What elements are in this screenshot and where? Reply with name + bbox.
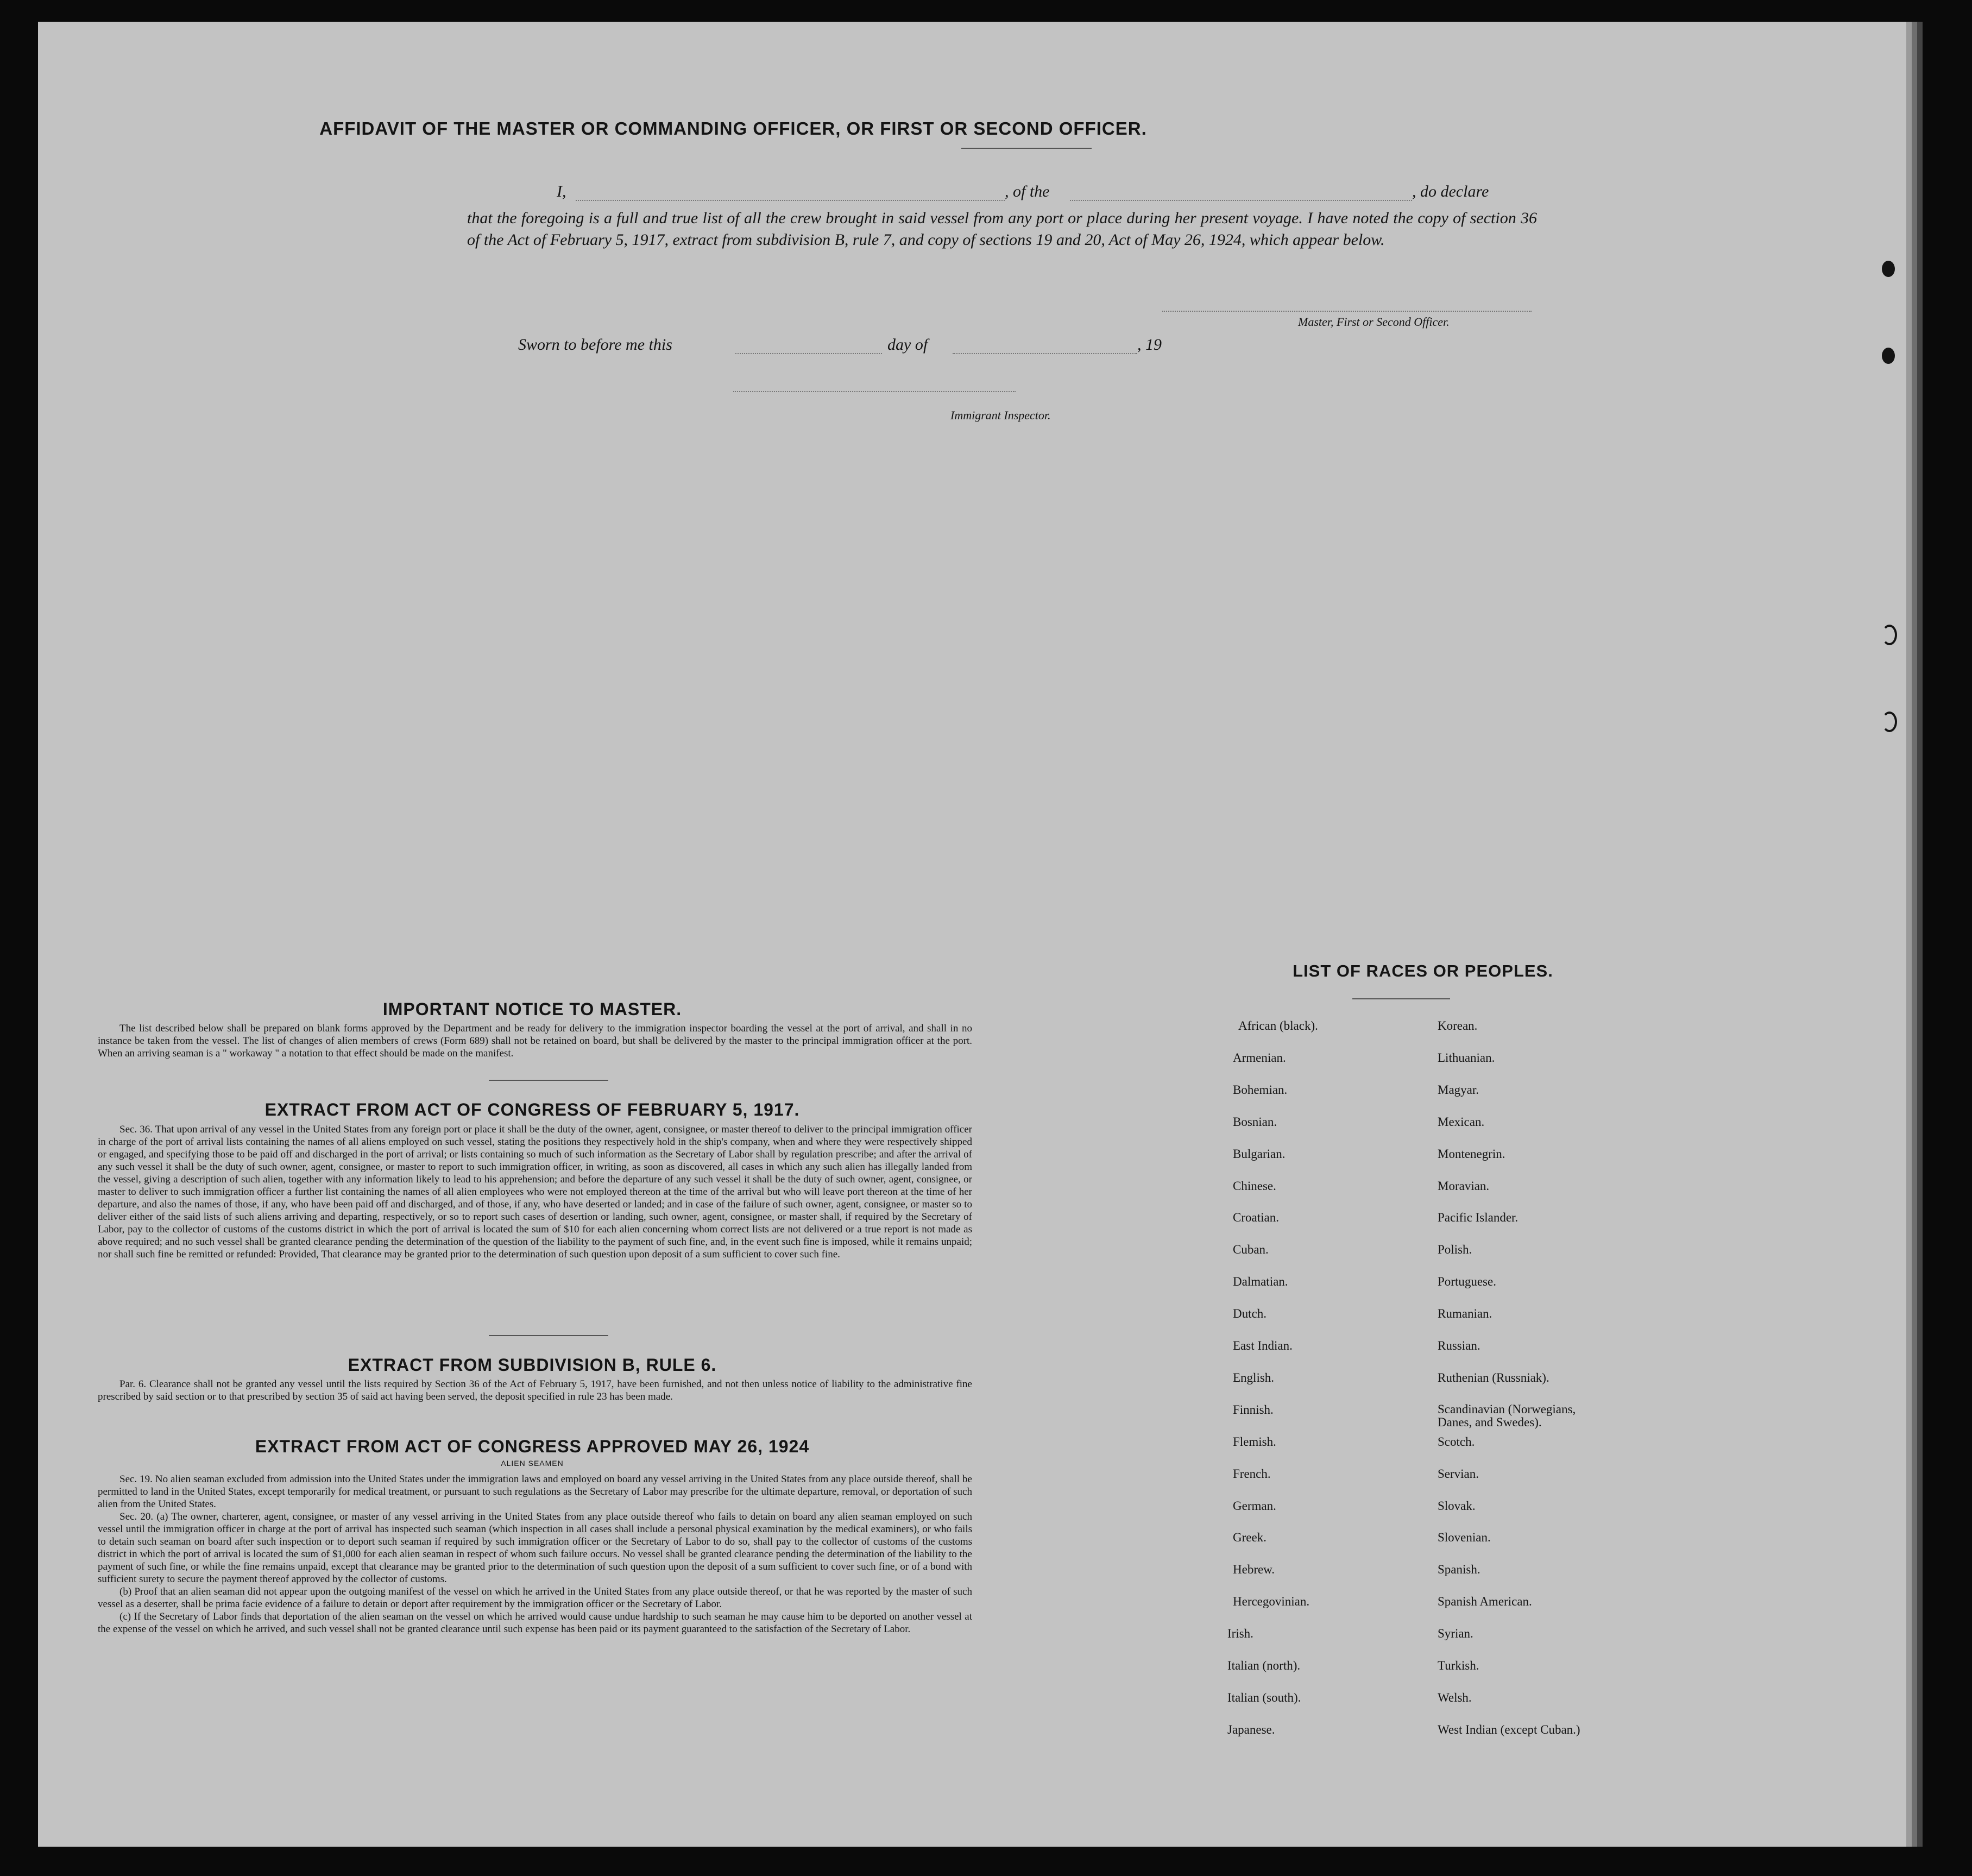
- title-rule: [961, 148, 1092, 149]
- race-item: German.: [1233, 1499, 1276, 1513]
- par6-paragraph: Par. 6. Clearance shall not be granted any vessel until the lists required by Section 36 of the Act of February 5, 1917, have been furnished, and not then unless notice of liability to the administrative fine prescribed by said section or to that prescribed by section 35 of said act having been served, the deposit specified in rule 23 has been made.: [98, 1378, 972, 1402]
- race-item: Ruthenian (Russniak).: [1438, 1371, 1549, 1384]
- race-item: Armenian.: [1233, 1051, 1286, 1065]
- race-item: Korean.: [1438, 1019, 1478, 1033]
- race-item: Slovenian.: [1438, 1531, 1491, 1544]
- sworn-prefix: Sworn to before me this: [518, 336, 672, 354]
- race-item: Servian.: [1438, 1467, 1479, 1481]
- extract-1924-text: [98, 1473, 972, 1635]
- document-page: [38, 22, 1906, 1847]
- race-item: Cuban.: [1233, 1243, 1269, 1256]
- race-item: Bohemian.: [1233, 1083, 1288, 1097]
- race-item: Montenegrin.: [1438, 1147, 1505, 1161]
- races-left-column: [1195, 1019, 1385, 1768]
- extract-rule6-text: [98, 1378, 972, 1403]
- race-item: Polish.: [1438, 1243, 1472, 1256]
- extract-1917-title: EXTRACT FROM ACT OF CONGRESS OF FEBRUARY 5, 1917.: [264, 1100, 800, 1119]
- inspector-label: Immigrant Inspector.: [950, 408, 1051, 422]
- vessel-blank[interactable]: [1070, 200, 1412, 201]
- notice-paragraph: The list described below shall be prepared on blank forms approved by the Department and be ready for delivery to the immigration inspector boarding the vessel at the port of arrival, and shall in no instance be taken from the vessel. The list of changes of alien members of crews (Form 689) shall not be retained on board, but shall be delivered by the master to the principal immigration officer at the port. When an arriving seaman is a " workaway " a notation to that effect should be made on the manifest.: [98, 1023, 972, 1059]
- master-signature-line[interactable]: [1162, 311, 1532, 312]
- race-item: African (black).: [1238, 1019, 1318, 1033]
- race-item: East Indian.: [1233, 1339, 1293, 1352]
- races-title: LIST OF RACES OR PEOPLES.: [1293, 961, 1553, 980]
- race-item: Chinese.: [1233, 1179, 1276, 1193]
- race-item: Russian.: [1438, 1339, 1480, 1352]
- sec36-paragraph: Sec. 36. That upon arrival of any vessel in the United States from any foreign port or place it shall be the duty of the owner, agent, consignee, or master thereof to deliver to the principal immigration officer in charge of the port of arrival lists containing the names of all aliens employed on such vessel, stating the positions they respectively hold in the ship's company, when and where they were respectively shipped or engaged, and specifying those to be paid off and discharged in the port of arrival; or lists containing so much of such information as the Secretary of Labor shall by regulation prescribe; and after the arrival of any such vessel it shall be the duty of such owner, agent, consignee, or master to report to such immigration officer, in writing, as soon as discovered, all cases in which any such alien has illegally landed from the vessel, giving a description of such alien, together with any information likely to lead to his apprehension; and before the departure of any such vessel it shall be the duty of such owner, agent, consignee, or master to deliver to such immigration officer a further list containing the names of all alien employees who were not employed thereon at the time of the arrival but who will leave port thereon at the time of her departure, and also the names of those, if any, who have been paid off and discharged, and of those, if any, who have deserted or landed; and in case of the failure of such owner, agent, consignee, or master so to deliver either of the said lists of such aliens arriving and departing, respectively, or so to report such cases of desertion or landing, such owner, agent, consignee, or master shall, if required by the Secretary of Labor, pay to the collector of customs of the customs district in which the port of arrival is located the sum of $10 for each alien concerning whom correct lists are not delivered or a true report is not made as above required; and no such vessel shall be granted clearance pending the determination of the question of the liability to the payment of such fine, and, in the event such fine is imposed, while it remains unpaid; nor shall such fine be remitted or refunded: Provided, That clearance may be granted prior to the determination of such question upon deposit of a sum sufficient to cover such fine.: [98, 1124, 972, 1260]
- extract-1924-title: EXTRACT FROM ACT OF CONGRESS APPROVED MAY 26, 1924: [255, 1437, 810, 1456]
- section-rule: [489, 1080, 608, 1081]
- binder-hole-icon: [1882, 712, 1897, 732]
- race-item: Turkish.: [1438, 1659, 1479, 1672]
- race-item: Bulgarian.: [1233, 1147, 1286, 1161]
- race-item: Flemish.: [1233, 1435, 1276, 1449]
- sworn-year: , 19: [1137, 336, 1162, 354]
- alien-seamen-subtitle: ALIEN SEAMEN: [501, 1459, 564, 1468]
- race-item: Portuguese.: [1438, 1275, 1496, 1288]
- race-item: French.: [1233, 1467, 1271, 1481]
- races-right-column: [1405, 1019, 1649, 1768]
- race-item: Pacific Islander.: [1438, 1211, 1519, 1224]
- race-item: Japanese.: [1227, 1723, 1275, 1736]
- sec20c-paragraph: (c) If the Secretary of Labor finds that deportation of the alien seaman on the vessel on which he arrived would cause undue hardship to such seaman he may cause him to be deported on another vessel at the expense of the vessel on which he arrived, and such vessel shall not be granted clearance until such expense has been paid or its payment guaranteed to the satisfaction of the Secretary of Labor.: [98, 1611, 972, 1635]
- sworn-day-blank[interactable]: [735, 353, 882, 354]
- notice-title: IMPORTANT NOTICE TO MASTER.: [382, 999, 682, 1019]
- race-item: Italian (south).: [1227, 1691, 1301, 1704]
- race-item: Hebrew.: [1233, 1563, 1275, 1576]
- affidavit-i: I,: [557, 182, 566, 200]
- notice-text: [98, 1022, 972, 1060]
- extract-1917-text: [98, 1123, 972, 1261]
- race-item: Lithuanian.: [1438, 1051, 1495, 1065]
- races-rule: [1352, 998, 1450, 999]
- race-item: Welsh.: [1438, 1691, 1472, 1704]
- race-item: Scotch.: [1438, 1435, 1475, 1449]
- race-item: Scandinavian (Norwegians, Danes, and Swedes).: [1438, 1402, 1576, 1429]
- sec19-paragraph: Sec. 19. No alien seaman excluded from admission into the United States under the immigration laws and employed on board any vessel arriving in the United States from any place outside thereof, shall be permitted to land in the United States, except temporarily for medical treatment, or pursuant to such regulations as the Secretary of Labor may prescribe for the ultimate departure, removal, or deportation of such alien from the United States.: [98, 1474, 972, 1510]
- race-item: Bosnian.: [1233, 1115, 1277, 1129]
- race-item: West Indian (except Cuban.): [1438, 1723, 1580, 1736]
- affidavit-declare: , do declare: [1412, 182, 1489, 200]
- race-item: Hercegovinian.: [1233, 1595, 1310, 1608]
- race-item: Finnish.: [1233, 1403, 1274, 1417]
- race-item: Rumanian.: [1438, 1307, 1492, 1320]
- affidavit-title: AFFIDAVIT OF THE MASTER OR COMMANDING OFFICER, OR FIRST OR SECOND OFFICER.: [319, 118, 1147, 139]
- section-rule: [489, 1335, 608, 1336]
- master-label: Master, First or Second Officer.: [1298, 315, 1450, 329]
- affidavit-paragraph: that the foregoing is a full and true list of all the crew brought in said vessel from any port or place during her present voyage. I have noted the copy of section 36 of the Act of February 5, 1917, extract from subdivision B, rule 7, and copy of sections 19 and 20, Act of May 26, 1924, which appear below.: [467, 209, 1537, 249]
- binder-hole-icon: [1882, 261, 1895, 277]
- race-item: Moravian.: [1438, 1179, 1490, 1193]
- race-item: Greek.: [1233, 1531, 1267, 1544]
- affidavit-line-1: [521, 182, 1580, 204]
- race-item: Irish.: [1227, 1627, 1253, 1640]
- sec20b-paragraph: (b) Proof that an alien seaman did not appear upon the outgoing manifest of the vessel on which he arrived in the United States from any place outside thereof, or that he was reported by the master of such vessel as a deserter, shall be prima facie evidence of a failure to detain or deport after requirement by the immigration officer or the Secretary of Labor.: [98, 1586, 972, 1610]
- binder-hole-icon: [1882, 348, 1895, 364]
- name-blank[interactable]: [576, 200, 1005, 201]
- race-item: English.: [1233, 1371, 1275, 1384]
- race-item: Spanish American.: [1438, 1595, 1532, 1608]
- race-item: Slovak.: [1438, 1499, 1476, 1513]
- extract-rule6-title: EXTRACT FROM SUBDIVISION B, RULE 6.: [348, 1355, 717, 1375]
- affidavit-of-the: , of the: [1005, 182, 1050, 200]
- sec20a-paragraph: Sec. 20. (a) The owner, charterer, agent, consignee, or master of any vessel arriving in the United States from any place outside thereof who fails to detain on board any alien seaman employed on such vessel until the immigration officer in charge at the port of arrival has inspected such seaman (which inspection in all cases shall include a personal physical examination by the medical examiners), or who fails to detain such seaman on board after such inspection or to deport such seaman if required by such immigration officer or the Secretary of Labor to do so, shall pay to the collector of customs of the customs district in which the port of arrival is located the sum of $1,000 for each alien seaman in respect of whom such failure occurs. No vessel shall be granted clearance pending the determination of the liability to the payment of such fine, or while the fine remains unpaid, except that clearance may be granted prior to the determination of such question upon the deposit of a sum sufficient to cover such fine, or of a bond with sufficient surety to secure the payment thereof approved by the collector of customs.: [98, 1511, 972, 1585]
- race-item: Croatian.: [1233, 1211, 1279, 1224]
- inspector-signature-line[interactable]: [733, 391, 1016, 392]
- race-item: Syrian.: [1438, 1627, 1473, 1640]
- race-item: Magyar.: [1438, 1083, 1479, 1097]
- binder-hole-icon: [1882, 625, 1897, 645]
- race-item: Dutch.: [1233, 1307, 1267, 1320]
- sworn-line: [518, 336, 1224, 357]
- race-item: Italian (north).: [1227, 1659, 1301, 1672]
- race-item: Dalmatian.: [1233, 1275, 1288, 1288]
- sworn-day-of: day of: [887, 336, 928, 354]
- race-item: Spanish.: [1438, 1563, 1480, 1576]
- sworn-month-blank[interactable]: [953, 353, 1137, 354]
- race-item: Mexican.: [1438, 1115, 1485, 1129]
